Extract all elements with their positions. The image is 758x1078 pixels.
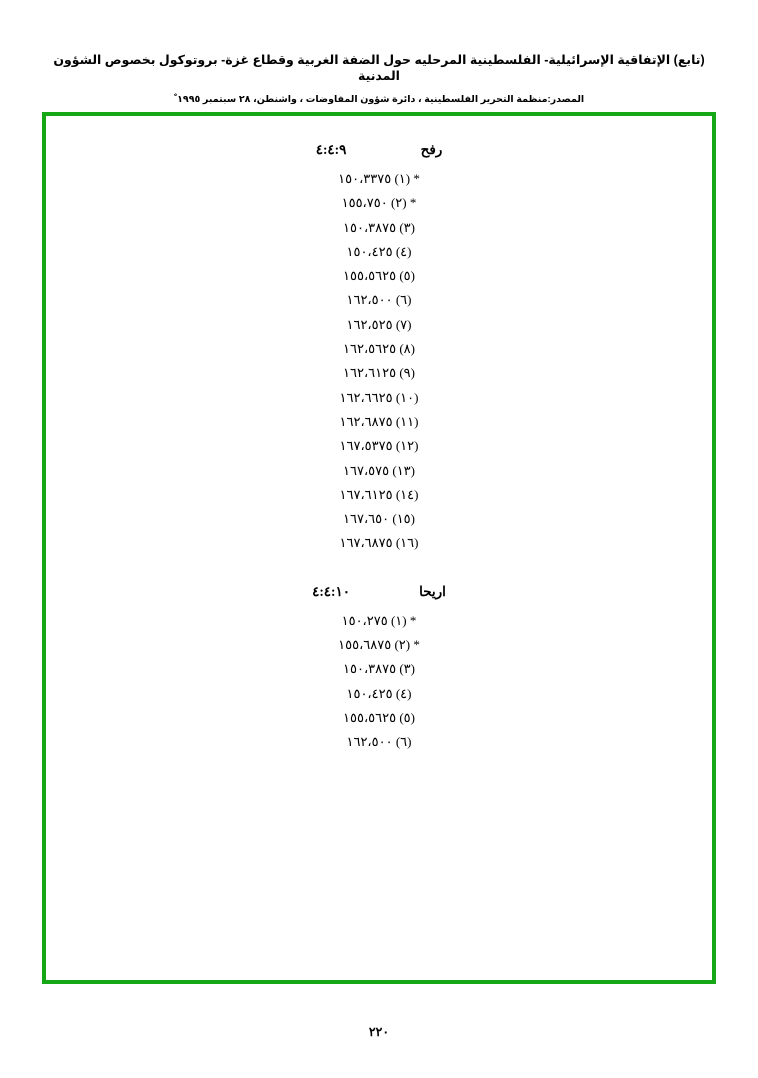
list-item: (١٢) ١٦٧،٥٣٧٥ [339,438,419,454]
list-item: (٤) ١٥٠،٤٢٥ [346,243,412,259]
section-list [46,609,712,755]
section-number: ٤:٤:١٠ [312,583,351,599]
list-item: (٩) ١٦٢،٦١٢٥ [343,365,415,381]
list-item: (٧) ١٦٢،٥٢٥ [346,316,412,332]
list-item: (٥) ١٥٥،٥٦٢٥ [343,268,415,284]
page-source-line: المصدر:منظمة التحرير الفلسطينية ، دائرة شؤون المفاوضات ، واشنطن، ٢٨ سبتمبر ١٩٩٥ ْ [173,93,585,105]
section-heading [46,142,712,158]
list-item: (١٦) ١٦٧،٦٨٧٥ [339,535,419,551]
page-title: (تابع) الإتفاقية الإسرائيلية- الفلسطينية المرحليه حول الضفة الغربية وقطاع غزة- بروتوكول بخصوص الشؤون المدنية [53,53,705,84]
content-frame [42,112,716,984]
page-number: ٢٢٠ [368,1025,390,1039]
section-jericho [46,584,712,755]
section-rafah [46,142,712,556]
list-item: (٨) ١٦٢،٥٦٢٥ [343,341,415,357]
list-item: (١٠) ١٦٢،٦٦٢٥ [339,389,419,405]
section-number: ٤:٤:٩ [315,142,347,157]
list-item: (١٣) ١٦٧،٥٧٥ [343,462,415,478]
list-item: * (١) ١٥٠،٢٧٥ [341,612,417,628]
section-heading [46,584,712,600]
list-item: (١٥) ١٦٧،٦٥٠ [343,511,415,527]
section-label: رفح [420,142,443,157]
content-body [46,142,712,755]
list-item: (٤) ١٥٠،٤٢٥ [346,685,412,701]
list-item: (٣) ١٥٠،٣٨٧٥ [343,219,415,235]
list-item: (١٤) ١٦٧،٦١٢٥ [339,486,419,502]
list-item: (١١) ١٦٢،٦٨٧٥ [339,413,419,429]
section-label: اريحا [419,583,446,599]
list-item: * (٢) ١٥٥،٧٥٠ [341,195,417,211]
list-item: * (٢) ١٥٥،٦٨٧٥ [338,637,420,653]
list-item: (٥) ١٥٥،٥٦٢٥ [343,709,415,725]
list-item: * (١) ١٥٠،٣٣٧٥ [338,171,420,186]
list-item: (٦) ١٦٢،٥٠٠ [346,292,412,308]
list-item: (٦) ١٦٢،٥٠٠ [346,734,412,750]
section-list [46,167,712,556]
list-item: (٣) ١٥٠،٣٨٧٥ [343,661,415,677]
page-header [0,52,758,105]
page-footer [0,1024,758,1040]
